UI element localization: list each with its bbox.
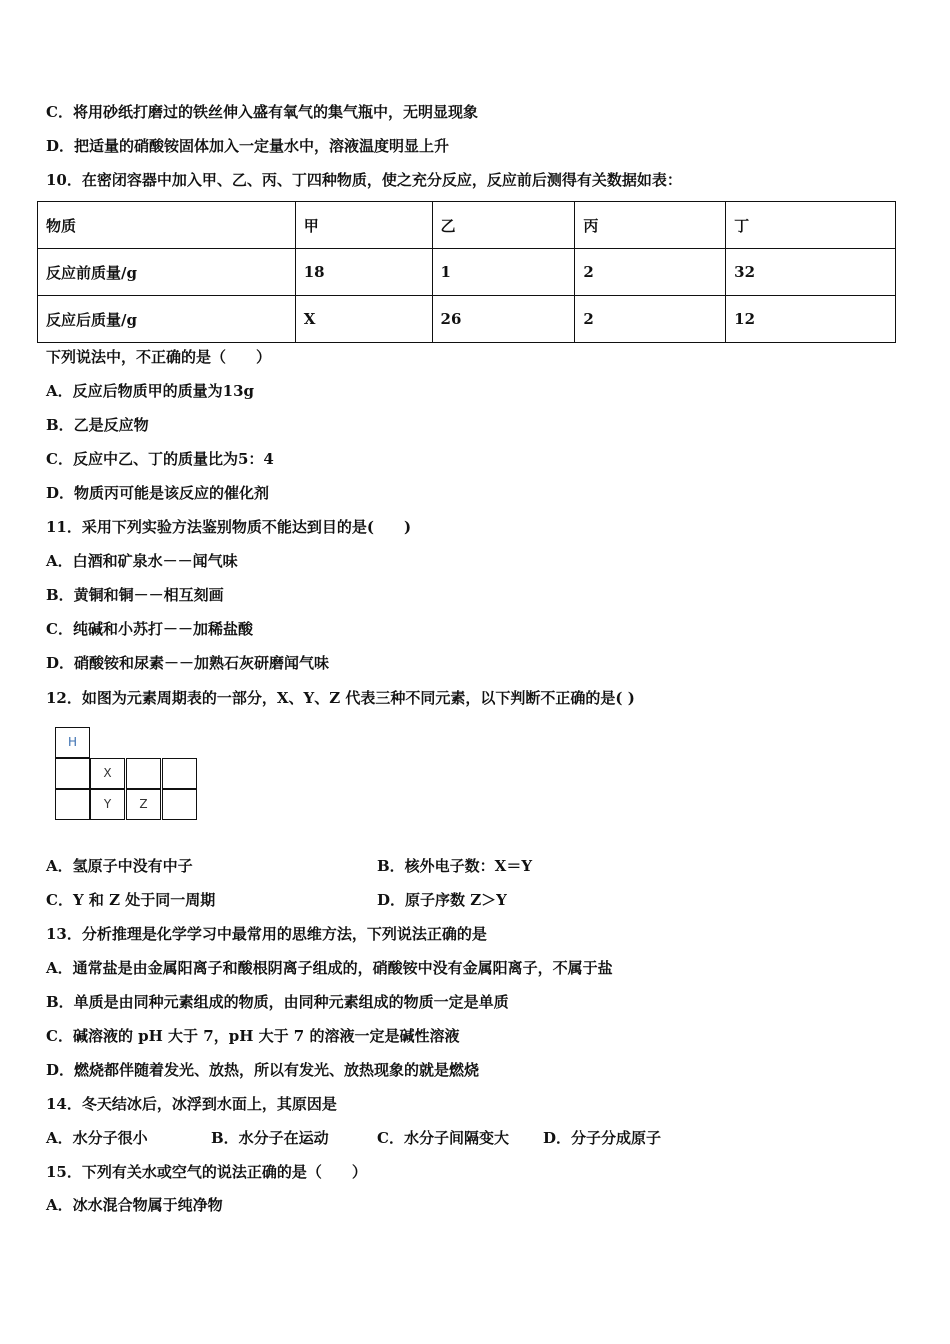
table-cell: 26 (432, 296, 575, 343)
element-cell-empty (162, 789, 197, 820)
q13-option-c: C．碱溶液的 pH 大于 7，pH 大于 7 的溶液一定是碱性溶液 (46, 1027, 460, 1045)
q11-option-a: A．白酒和矿泉水－－闻气味 (46, 552, 238, 570)
q15-stem: 15．下列有关水或空气的说法正确的是（ ） (46, 1163, 367, 1181)
table-row (38, 296, 896, 343)
table-cell: 反应前质量/g (38, 249, 296, 296)
q11-option-b: B．黄铜和铜－－相互刻画 (46, 586, 224, 604)
q10-option-d: D．物质丙可能是该反应的催化剂 (46, 484, 270, 502)
q14-option-a: A．水分子很小 (46, 1129, 148, 1147)
q11-option-c: C．纯碱和小苏打－－加稀盐酸 (46, 620, 253, 638)
q9-option-d: D．把适量的硝酸铵固体加入一定量水中，溶液温度明显上升 (46, 137, 450, 155)
q13-option-d: D．燃烧都伴随着发光、放热，所以有发光、放热现象的就是燃烧 (46, 1061, 480, 1079)
q12-stem: 12．如图为元素周期表的一部分，X、Y、Z 代表三种不同元素，以下判断不正确的是( ) (46, 689, 635, 707)
table-cell: X (295, 296, 432, 343)
element-cell-empty (55, 758, 90, 789)
q14-stem: 14．冬天结冰后，冰浮到水面上，其原因是 (46, 1095, 337, 1113)
q10-question: 下列说法中，不正确的是（ ） (46, 348, 272, 366)
table-header-cell: 乙 (432, 202, 575, 249)
q10-stem: 10．在密闭容器中加入甲、乙、丙、丁四种物质，使之充分反应，反应前后测得有关数据如表： (46, 171, 682, 189)
element-cell-z: Z (126, 789, 161, 820)
table-row (38, 249, 896, 296)
q14-option-b: B．水分子在运动 (211, 1129, 329, 1147)
q10-option-a: A．反应后物质甲的质量为13g (46, 382, 255, 400)
q15-option-a: A．冰水混合物属于纯净物 (46, 1196, 223, 1214)
table-header-cell: 丙 (575, 202, 726, 249)
q10-option-b: B．乙是反应物 (46, 416, 149, 434)
q11-stem: 11．采用下列实验方法鉴别物质不能达到目的是( ) (46, 518, 412, 536)
table-cell: 2 (575, 296, 726, 343)
q14-option-c: C．水分子间隔变大 (377, 1129, 509, 1147)
q11-option-d: D．硝酸铵和尿素－－加熟石灰研磨闻气味 (46, 654, 330, 672)
element-cell-x: X (90, 758, 125, 789)
table-cell: 反应后质量/g (38, 296, 296, 343)
q12-option-a: A．氢原子中没有中子 (46, 857, 193, 875)
table-header-cell: 甲 (295, 202, 432, 249)
q10-data-table (37, 201, 896, 343)
q13-stem: 13．分析推理是化学学习中最常用的思维方法，下列说法正确的是 (46, 925, 487, 943)
table-cell: 1 (432, 249, 575, 296)
q12-option-c: C．Y 和 Z 处于同一周期 (46, 891, 216, 909)
element-cell-empty (162, 758, 197, 789)
element-cell-h: H (55, 727, 90, 758)
q14-option-d: D．分子分成原子 (543, 1129, 662, 1147)
table-header-cell: 丁 (726, 202, 896, 249)
table-cell: 2 (575, 249, 726, 296)
table-cell: 18 (295, 249, 432, 296)
q12-option-b: B．核外电子数：X＝Y (377, 857, 533, 875)
table-cell: 32 (726, 249, 896, 296)
element-cell-empty (126, 758, 161, 789)
q10-option-c: C．反应中乙、丁的质量比为5：4 (46, 450, 274, 468)
q12-option-d: D．原子序数 Z＞Y (377, 891, 507, 909)
table-cell: 12 (726, 296, 896, 343)
table-header-row (38, 202, 896, 249)
q9-option-c: C．将用砂纸打磨过的铁丝伸入盛有氧气的集气瓶中，无明显现象 (46, 103, 478, 121)
q13-option-b: B．单质是由同种元素组成的物质，由同种元素组成的物质一定是单质 (46, 993, 509, 1011)
element-cell-empty (55, 789, 90, 820)
element-cell-y: Y (90, 789, 125, 820)
table-header-cell: 物质 (38, 202, 296, 249)
q13-option-a: A．通常盐是由金属阳离子和酸根阴离子组成的，硝酸铵中没有金属阳离子，不属于盐 (46, 959, 613, 977)
